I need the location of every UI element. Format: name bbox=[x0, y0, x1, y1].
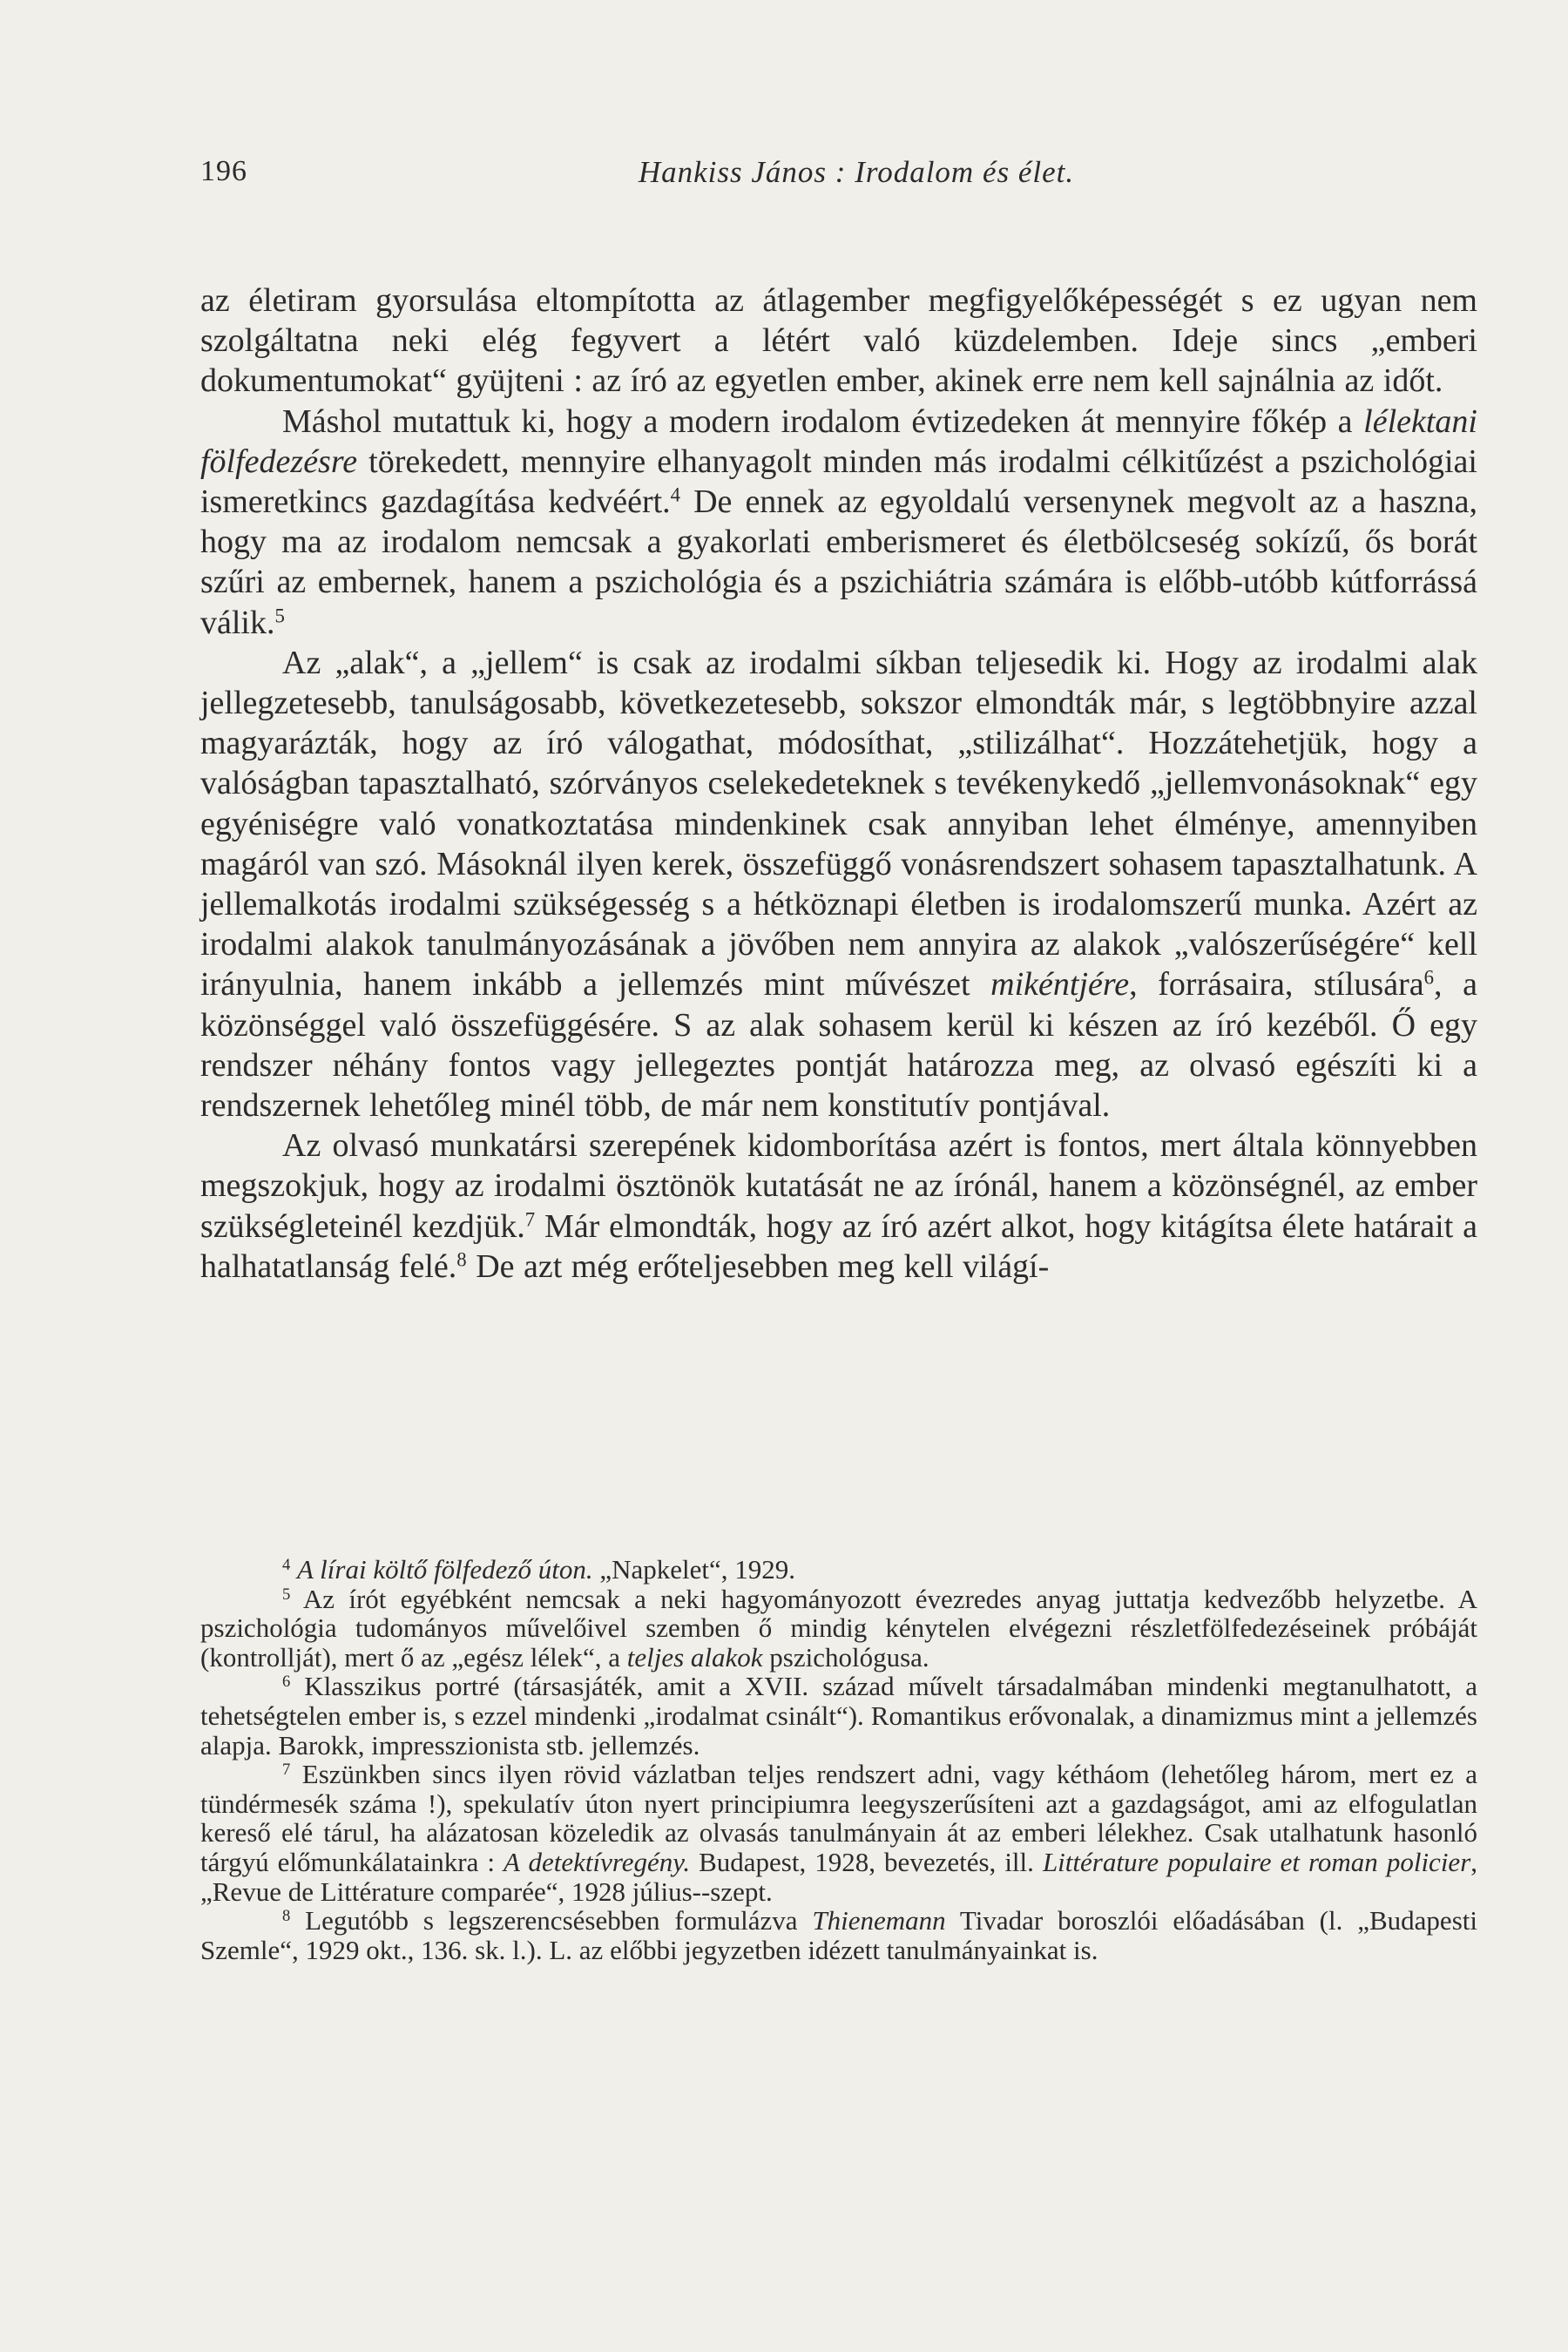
paragraph-4-text-a: Az olvasó munkatársi szerepének kidomborítása azért is fontos, mert általa könnyebben megszokjuk, hogy az irodalmi ösztönök kutatását ne az írónál, hanem a közönségnél, az ember szükségleteinél kezdjük. bbox=[200, 1127, 1477, 1245]
footnote-8 bbox=[200, 1906, 1477, 1964]
paragraph-4-text-c: De azt még erőteljesebben meg kell világí- bbox=[466, 1247, 1050, 1285]
footnote-ref-5: 5 bbox=[274, 605, 285, 627]
paragraph-4 bbox=[200, 1125, 1477, 1287]
emphasis-lelektani-folfedezesre: lélektani fölfedezésre bbox=[200, 402, 1477, 480]
footnote-7 bbox=[200, 1760, 1477, 1906]
paragraph-2 bbox=[200, 402, 1477, 643]
paragraph-1 bbox=[200, 280, 1477, 402]
paragraph-3 bbox=[200, 643, 1477, 1125]
footnote-5-text-b: pszichológusa. bbox=[762, 1641, 929, 1673]
footnote-7-mark: 7 bbox=[282, 1760, 291, 1779]
footnote-7-title-1: A detektívregény. bbox=[504, 1846, 691, 1877]
footnote-6-text: Klasszikus portré (társasjáték, amit a XVII. század művelt társadalmában mindenki megtanulhatott, a tehetségtelen ember is, s ezzel mindenki „irodalmat csinált“). Romantikus erővonalak, a dinamizmus mint a jellemzés alapja. Barokk, impresszionista stb. jellemzés. bbox=[200, 1671, 1477, 1761]
running-title: Hankiss János : Irodalom és élet. bbox=[638, 155, 1075, 189]
emphasis-mikentjere: mikéntjére bbox=[990, 966, 1130, 1004]
footnote-5-emphasis: teljes alakok bbox=[626, 1641, 763, 1673]
paragraph-4-text-b: Már elmondták, hogy az író azért alkot, hogy kitágítsa élete határait a halhatatlanság felé. bbox=[200, 1207, 1477, 1285]
footnote-ref-7: 7 bbox=[524, 1208, 536, 1231]
footnote-ref-6: 6 bbox=[1423, 966, 1434, 989]
paragraph-2-text-c: De ennek az egyoldalú versenynek megvolt az a haszna, hogy ma az irodalom nemcsak a gyakorlati emberismeret és életbölcseség sokízű, ős borát szűri az embernek, hanem a pszichológia és a pszichiátria számára is előbb-utóbb kútforrássá válik. bbox=[200, 483, 1478, 641]
footnote-ref-8: 8 bbox=[456, 1248, 467, 1271]
footnote-8-mark: 8 bbox=[282, 1906, 291, 1925]
footnote-4-mark: 4 bbox=[282, 1555, 291, 1574]
footnote-8-text-b: Tivadar boroszlói előadásában (l. „Budapesti Szemle“, 1929 okt., 136. sk. l.). L. az előbbi jegyzetben idézett tanulmányainkat is. bbox=[200, 1905, 1477, 1965]
footnote-8-name: Thienemann bbox=[812, 1905, 946, 1936]
footnote-4-text: „Napkelet“, 1929. bbox=[592, 1554, 796, 1585]
paragraph-3-text-a: Az „alak“, a „jellem“ is csak az irodalmi síkban teljesedik ki. Hogy az irodalmi alak jellegzetesebb, tanulságosabb, következetesebb, sokszor elmondták már, s legtöbbnyire azzal magyarázták, hogy az író válogathat, módosíthat, „stilizálhat“. Hozzátehetjük, hogy a valóságban tapasztalható, szórványos cselekedeteknek s tevékenykedő „jellemvonásoknak“ egy egyéniségre való vonatkoztatása mindenkinek csak annyiban lehet élménye, amennyiben magáról van szó. Másoknál ilyen kerek, összefüggő vonásrendszert sohasem tapasztalhatunk. A jellemalkotás irodalmi szükségesség s a hétköznapi életben is irodalomszerű munka. Azért az irodalmi alakok tanulmányozásának a jövőben nem annyira az alakok „valószerűségére“ kell irányulnia, hanem inkább a jellemzés mint művészet bbox=[200, 644, 1477, 1004]
footnote-4-title: A lírai költő fölfedező úton. bbox=[297, 1554, 593, 1585]
paragraph-2-text-a: Máshol mutattuk ki, hogy a modern irodalom évtizedeken át mennyire főkép a bbox=[282, 402, 1364, 440]
paragraph-3-text-b: , forrásaira, stílusára bbox=[1129, 966, 1424, 1004]
footnote-6 bbox=[200, 1672, 1477, 1760]
footnote-8-text-a: Legutóbb s legszerencsésebben formulázva bbox=[290, 1905, 813, 1936]
page-number: 196 bbox=[200, 155, 247, 187]
paragraph-2-text-b: törekedett, mennyire elhanyagolt minden más irodalmi célkitűzést a pszichológiai ismeretkincs gazdagítása kedvéért. bbox=[200, 443, 1477, 521]
footnote-5-mark: 5 bbox=[282, 1585, 291, 1604]
footnote-4 bbox=[200, 1555, 1477, 1585]
footnote-7-text-b: Budapest, 1928, bevezetés, ill. bbox=[690, 1846, 1043, 1877]
footnote-7-text-a: Eszünkben sincs ilyen rövid vázlatban teljes rendszert adni, vagy kétháom (lehetőleg három, mert ez a tündérmesék száma !), spekulatív úton nyert principiumra leegyszerűsíteni azt a gazdagságot, ami az elfogulatlan kereső elé tárul, ha alázatosan közeledik az olvasás tanulmányain át az emberi lélekhez. Csak utalhatunk hasonló tárgyú előmunkálatainkra : bbox=[200, 1759, 1477, 1877]
footnotes bbox=[200, 1555, 1477, 1964]
footnote-5-text-a: Az írót egyébként nemcsak a neki hagyományozott évezredes anyag juttatja kedvezőbb helyzetbe. A pszichológia tudományos művelőivel szemben ő mindig kénytelen elvégezni részletfölfedezéseinek próbáját (kontrollját), mert ő az „egész lélek“, a bbox=[200, 1583, 1477, 1673]
paragraph-3-text-c: , a közönséggel való összefüggésére. S az alak sohasem kerül ki készen az író kezéből. Ő egy rendszer néhány fontos vagy jellegeztes pontját határozza meg, az olvasó egészíti ki a rendszernek lehetőleg minél több, de már nem konstitutív pontjával. bbox=[200, 966, 1477, 1125]
page-header bbox=[200, 155, 1477, 199]
paragraph-1-text: az életiram gyorsulása eltompította az átlagember megfigyelőképességét s ez ugyan nem szolgáltatna neki elég fegyvert a létért való küzdelemben. Ideje sincs „emberi dokumentumokat“ gyüjteni : az író az egyetlen ember, akinek erre nem kell sajnálnia az időt. bbox=[200, 282, 1477, 400]
footnote-ref-4: 4 bbox=[670, 483, 681, 506]
footnote-7-text-c: , „Revue de Littérature comparée“, 1928 július--szept. bbox=[200, 1846, 1478, 1907]
footnote-6-mark: 6 bbox=[282, 1673, 291, 1692]
main-text bbox=[200, 280, 1477, 1287]
footnote-5 bbox=[200, 1585, 1477, 1673]
footnote-7-title-2: Littérature populaire et roman policier bbox=[1042, 1846, 1471, 1877]
